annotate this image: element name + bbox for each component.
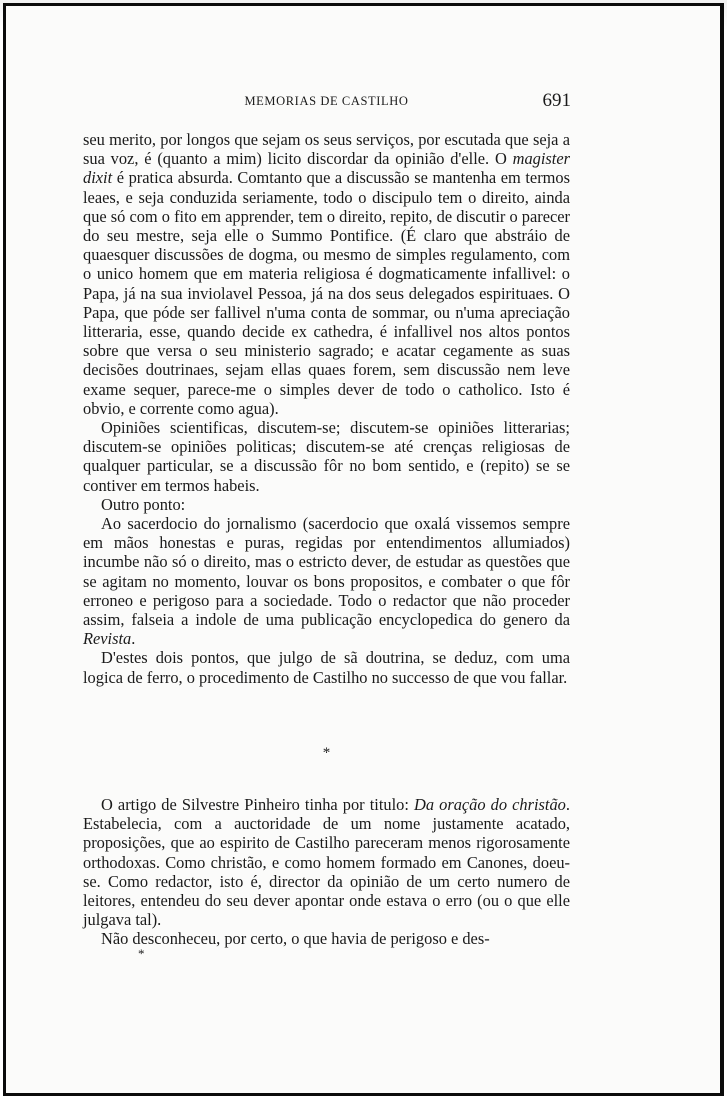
paragraph-1-text-a: seu merito, por longos que sejam os seus serviços, por escutada que seja a sua voz, é (quanto a mim) licito discordar da opinião d'elle. O xyxy=(83,130,570,169)
paragraph-1-text-b: é pratica absurda. Comtanto que a discussão se mantenha em termos leaes, e seja conduzida seriamente, todo o discipulo tem o direito, ainda que só com o fito em apprender, tem o direito, repito, de discutir o parecer do seu mestre, seja elle o Summo Pontifice. (É claro que abstráio de quaesquer discussões de dogma, ou mesmo de simples regulamento, com o unico homem que em materia religiosa é dogmaticamente infallivel: o Papa, já na sua inviolavel Pessoa, já na dos seus delegados espirituaes. O Papa, que póde ser fallivel n'uma conta de sommar, ou n'uma apreciação litteraria, esse, quando decide ex cathedra, é infallivel nos altos pontos sobre que versa o seu ministerio sagrado; e acatar cegamente as suas decisões doutrinaes, sejam ellas quaes forem, sem discussão nem leve exame sequer, parece-me o simples dever de todo o catholico. Isto é obvio, e corrente como agua). xyxy=(83,168,570,418)
paragraph-2 xyxy=(83,418,570,495)
paragraph-3 xyxy=(83,495,570,514)
running-title: MEMORIAS DE CASTILHO xyxy=(244,94,409,108)
paragraph-1-latin-phrase: magister dixit xyxy=(83,149,570,188)
paragraph-3-text: Outro ponto: xyxy=(101,494,186,514)
paragraph-5 xyxy=(83,648,570,686)
book-page xyxy=(83,0,570,1099)
section-paragraph-2 xyxy=(83,929,570,948)
section-paragraph-1-title: Da oração do christão xyxy=(414,795,566,814)
paragraph-2-text: Opiniões scientificas, discutem-se; discutem-se opiniões litterarias; discutem-se opiniões politicas; discutem-se até crenças religiosas de qualquer particular, se a discussão fôr no bom sentido, e (repito) se se contiver em termos habeis. xyxy=(83,418,570,495)
page-number: 691 xyxy=(542,90,571,111)
section-paragraph-1 xyxy=(83,795,570,929)
section-paragraph-2-text: Não desconheceu, por certo, o que havia de perigoso e des- xyxy=(101,929,490,949)
running-head xyxy=(83,92,570,112)
section-text xyxy=(83,795,570,949)
paragraph-5-text: D'estes dois pontos, que julgo de sã doutrina, se deduz, com uma logica de ferro, o procedimento de Castilho no successo de que vou fallar. xyxy=(83,648,570,687)
paragraph-4-text-a: Ao sacerdocio do jornalismo (sacerdocio que oxalá vissemos sempre em mãos honestas e puras, regidas por entendimentos allumiados) incumbe não só o direito, mas o estricto dever, de estudar as questões que se agitam no momento, louvar os bons propositos, e combater o que fôr erroneo e perigoso para a sociedade. Todo o redactor que não proceder assim, falseia a indole de uma publicação encyclopedica do genero da xyxy=(83,514,570,630)
signature-mark: * xyxy=(138,946,145,961)
section-separator: * xyxy=(322,745,331,761)
paragraph-1 xyxy=(83,130,570,418)
section-paragraph-1-text-a: O artigo de Silvestre Pinheiro tinha por titulo: xyxy=(101,795,414,814)
section-paragraph-1-text-b: . Estabelecia, com a auctoridade de um nome justamente acatado, proposições, que ao espirito de Castilho pareceram menos rigorosamente orthodoxas. Como christão, e como homem formado em Canones, doeu-se. Como redactor, isto é, director da opinião de um certo numero de leitores, entendeu do seu dever apontar onde estava o erro (ou o que elle julgava tal). xyxy=(83,795,570,930)
paragraph-4 xyxy=(83,514,570,648)
paragraph-4-text-b: . xyxy=(131,629,136,649)
paragraph-4-revista: Revista xyxy=(83,629,132,649)
body-text xyxy=(83,130,570,687)
